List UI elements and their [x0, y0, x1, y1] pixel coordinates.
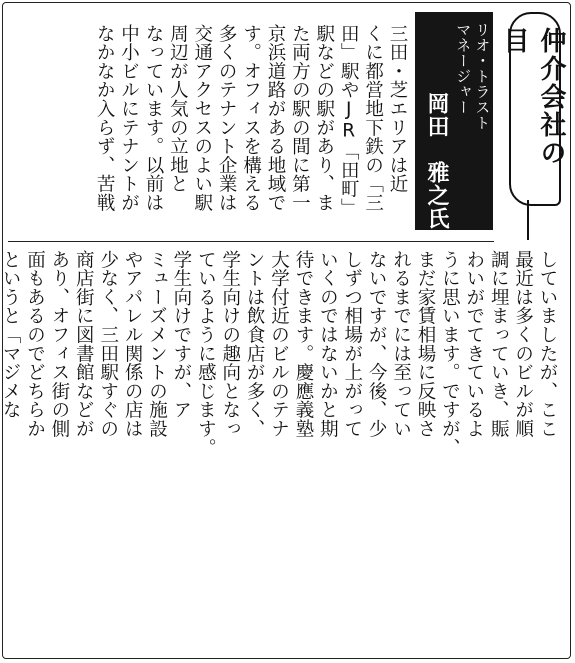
author-role: マネージャー — [454, 22, 473, 115]
author-title — [453, 22, 491, 131]
horizontal-divider — [8, 241, 494, 242]
author-name: 岡田 雅之氏 — [424, 92, 449, 230]
article-body-upper: 三田・芝エリアは近 くに都営地下鉄の「三 田」駅やJR「田町」 駅などの駅があり、ま た両方の駅の間に第一 京浜道路がある地域で す。オフィスを構える 多くのテナント企業は 交通アクセスのよい駅 周辺が人気の立地と なっています。以前は 中小ビルにテナントが なかなか入らず、苦戦 — [94, 24, 408, 217]
column-title: 仲介会社の目 — [499, 27, 566, 167]
article-body-lower: していましたが、ここ 最近は多くのビルが順 調に埋まっていき、賑 わいがでてきているよ うに思います。ですが、 まだ家賃相場に反映さ れるまでには至ってい ないですが、今後、少 しずつ相場が上がって いくのではないかと期 待できます。慶應義塾 大学付近のビルのテナ ントは飲食店が多く、 学生向けの趣向となっ ているように感じます。 学生向けですが、ア ミューズメントの施設 やアパレル関係の店は 少なく、三田駅すぐの 商店街に図書館などが あり、オフィス街の側 面もあるのでどちらか というと「マジメな — [0, 250, 558, 457]
author-company: リオ・トラスト — [473, 22, 492, 131]
badge-divider-line — [527, 200, 529, 240]
